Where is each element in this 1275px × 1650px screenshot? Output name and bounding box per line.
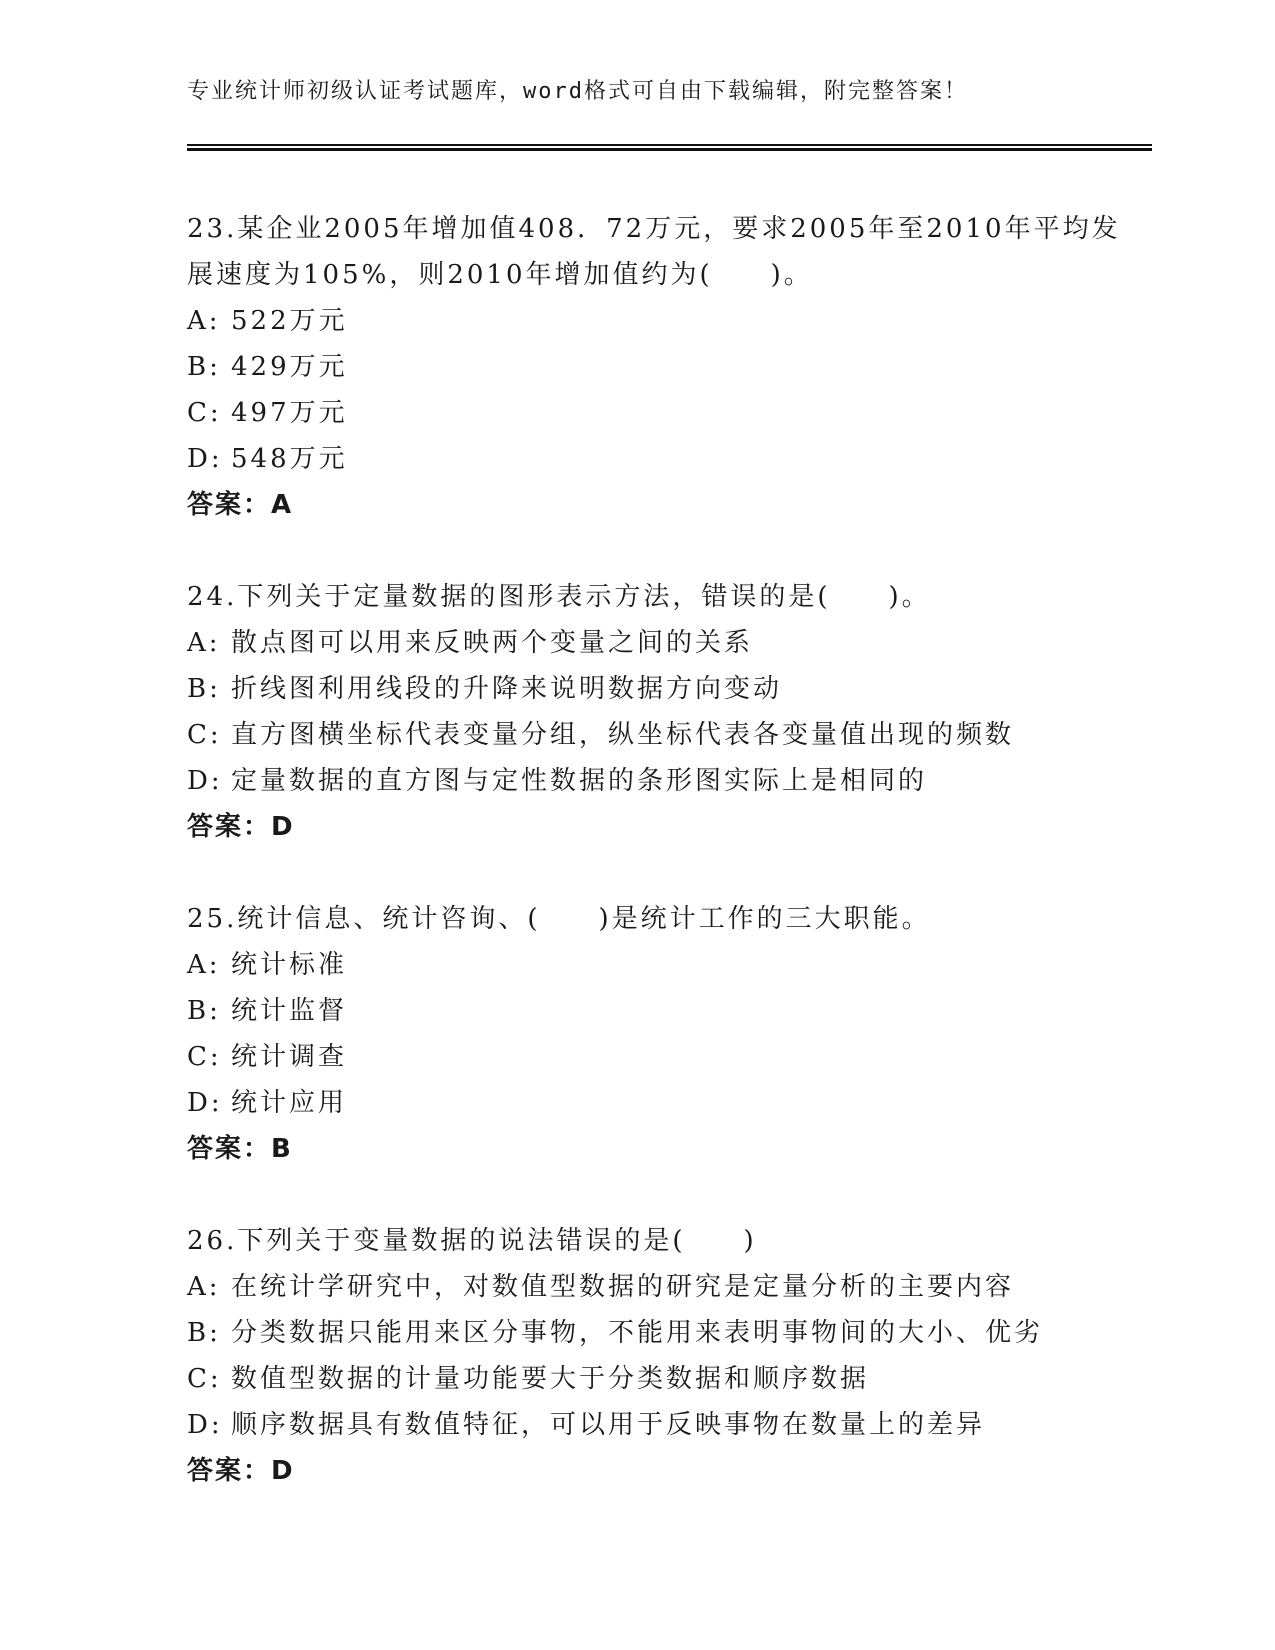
option-letter: A: — [187, 306, 221, 336]
answer-line: 答案：D — [187, 1456, 295, 1486]
option-b — [187, 1310, 1147, 1356]
option-letter: D: — [187, 1088, 223, 1118]
option-text: 429万元 — [231, 352, 348, 382]
option-letter: A: — [187, 950, 221, 980]
option-c — [187, 390, 1147, 436]
option-text: 统计应用 — [231, 1088, 348, 1118]
answer-line: 答案：A — [187, 490, 294, 520]
option-letter: A: — [187, 1272, 221, 1302]
option-letter: C: — [187, 398, 222, 428]
option-letter: A: — [187, 628, 221, 658]
option-c — [187, 712, 1147, 758]
question-25 — [187, 896, 1147, 1172]
option-a — [187, 620, 1147, 666]
option-a — [187, 298, 1147, 344]
option-letter: D: — [187, 766, 223, 796]
option-text: 散点图可以用来反映两个变量之间的关系 — [231, 628, 754, 658]
option-text: 522万元 — [231, 306, 348, 336]
question-list — [187, 206, 1147, 1540]
option-b — [187, 988, 1147, 1034]
option-letter: D: — [187, 1410, 223, 1440]
option-c — [187, 1356, 1147, 1402]
option-c — [187, 1034, 1147, 1080]
option-text: 548万元 — [231, 444, 348, 474]
question-23 — [187, 206, 1147, 528]
option-letter: B: — [187, 1318, 221, 1348]
page-header: 专业统计师初级认证考试题库，word格式可自由下载编辑，附完整答案！ — [187, 79, 968, 104]
option-text: 数值型数据的计量功能要大于分类数据和顺序数据 — [231, 1364, 870, 1394]
option-letter: C: — [187, 1364, 222, 1394]
header-divider-thin — [187, 144, 1152, 146]
option-text: 顺序数据具有数值特征，可以用于反映事物在数量上的差异 — [231, 1410, 986, 1440]
question-24 — [187, 574, 1147, 850]
option-d — [187, 436, 1147, 482]
option-d — [187, 1080, 1147, 1126]
option-letter: C: — [187, 1042, 222, 1072]
question-26 — [187, 1218, 1147, 1494]
option-text: 在统计学研究中，对数值型数据的研究是定量分析的主要内容 — [231, 1272, 1015, 1302]
option-letter: B: — [187, 352, 221, 382]
option-text: 折线图利用线段的升降来说明数据方向变动 — [231, 674, 783, 704]
option-text: 497万元 — [231, 398, 348, 428]
option-text: 直方图横坐标代表变量分组，纵坐标代表各变量值出现的频数 — [231, 720, 1015, 750]
option-d — [187, 1402, 1147, 1448]
option-text: 统计监督 — [231, 996, 348, 1026]
question-stem: 26.下列关于变量数据的说法错误的是( ) — [187, 1226, 757, 1256]
option-a — [187, 942, 1147, 988]
option-letter: C: — [187, 720, 222, 750]
option-b — [187, 666, 1147, 712]
option-a — [187, 1264, 1147, 1310]
question-stem: 23.某企业2005年增加值408．72万元，要求2005年至2010年平均发展速度为105%，则2010年增加值约为( )。 — [187, 214, 1121, 290]
question-stem: 25.统计信息、统计咨询、( )是统计工作的三大职能。 — [187, 904, 931, 934]
answer-line: 答案：D — [187, 812, 295, 842]
option-letter: D: — [187, 444, 223, 474]
option-text: 统计调查 — [231, 1042, 348, 1072]
option-d — [187, 758, 1147, 804]
header-divider-thick — [187, 148, 1152, 151]
option-letter: B: — [187, 996, 221, 1026]
option-letter: B: — [187, 674, 221, 704]
option-b — [187, 344, 1147, 390]
option-text: 定量数据的直方图与定性数据的条形图实际上是相同的 — [231, 766, 928, 796]
option-text: 分类数据只能用来区分事物，不能用来表明事物间的大小、优劣 — [231, 1318, 1044, 1348]
answer-line: 答案：B — [187, 1134, 293, 1164]
question-stem: 24.下列关于定量数据的图形表示方法，错误的是( )。 — [187, 582, 931, 612]
option-text: 统计标准 — [231, 950, 348, 980]
